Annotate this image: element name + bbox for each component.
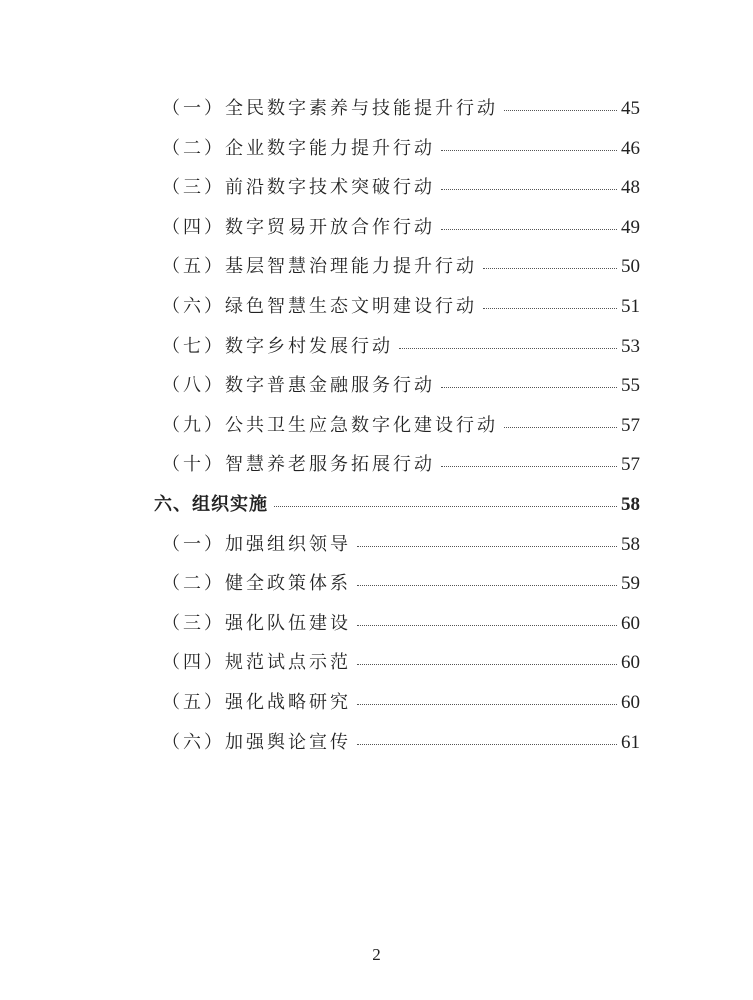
toc-entry-title: （二）企业数字能力提升行动 (162, 137, 435, 159)
toc-entry[interactable] (162, 688, 640, 728)
toc-entry-page: 58 (621, 533, 640, 555)
toc-entry[interactable] (162, 450, 640, 490)
dot-leader (441, 189, 617, 190)
dot-leader (504, 427, 617, 428)
dot-leader (274, 506, 617, 507)
toc-entry-title: （六）绿色智慧生态文明建设行动 (162, 295, 477, 317)
dot-leader (441, 150, 617, 151)
toc-entry-title: （二）健全政策体系 (162, 573, 351, 595)
toc-entry[interactable] (162, 411, 640, 451)
dot-leader (399, 348, 617, 349)
toc-entry-title: （一）全民数字素养与技能提升行动 (162, 98, 498, 119)
toc-entry[interactable] (162, 173, 640, 213)
toc-entry-page: 48 (621, 177, 640, 199)
toc-entry-page: 53 (621, 335, 640, 357)
toc-entry-title: （六）加强舆论宣传 (162, 731, 351, 753)
toc-entry-title: 六、组织实施 (154, 493, 268, 515)
toc-chapter-entry[interactable] (154, 490, 640, 530)
toc-entry[interactable] (162, 332, 640, 372)
toc-entry[interactable] (162, 609, 640, 649)
dot-leader (357, 744, 617, 745)
toc-entry[interactable] (162, 371, 640, 411)
toc-entry[interactable] (162, 648, 640, 688)
toc-entry[interactable] (162, 569, 640, 609)
toc-entry-page: 58 (621, 493, 640, 515)
toc-entry-title: （七）数字乡村发展行动 (162, 335, 393, 357)
dot-leader (357, 625, 617, 626)
toc-entry-title: （四）数字贸易开放合作行动 (162, 216, 435, 238)
table-of-contents (154, 94, 640, 767)
toc-entry-title: （一）加强组织领导 (162, 533, 351, 555)
toc-entry-page: 57 (621, 414, 640, 436)
toc-entry-title: （九）公共卫生应急数字化建设行动 (162, 414, 498, 436)
toc-entry-page: 55 (621, 375, 640, 397)
toc-entry-title: （八）数字普惠金融服务行动 (162, 375, 435, 397)
toc-entry[interactable] (162, 252, 640, 292)
toc-entry-page: 61 (621, 731, 640, 753)
toc-entry-page: 60 (621, 612, 640, 634)
toc-entry[interactable] (162, 728, 640, 768)
dot-leader (357, 704, 617, 705)
dot-leader (504, 110, 617, 111)
toc-entry-page: 45 (621, 98, 640, 119)
toc-entry[interactable] (162, 292, 640, 332)
toc-entry-page: 50 (621, 256, 640, 278)
toc-entry[interactable] (162, 94, 640, 134)
dot-leader (357, 585, 617, 586)
toc-entry-page: 46 (621, 137, 640, 159)
toc-entry[interactable] (162, 213, 640, 253)
toc-entry-title: （三）前沿数字技术突破行动 (162, 177, 435, 199)
toc-entry-title: （五）强化战略研究 (162, 691, 351, 713)
dot-leader (483, 308, 617, 309)
toc-entry-title: （五）基层智慧治理能力提升行动 (162, 256, 477, 278)
toc-entry-page: 57 (621, 454, 640, 476)
toc-entry-page: 51 (621, 295, 640, 317)
toc-entry-title: （三）强化队伍建设 (162, 612, 351, 634)
toc-entry[interactable] (162, 134, 640, 174)
dot-leader (441, 466, 617, 467)
page-number: 2 (372, 945, 381, 964)
toc-entry-title: （四）规范试点示范 (162, 652, 351, 674)
dot-leader (441, 387, 617, 388)
toc-entry-page: 60 (621, 652, 640, 674)
toc-entry-title: （十）智慧养老服务拓展行动 (162, 454, 435, 476)
dot-leader (441, 229, 617, 230)
dot-leader (357, 546, 617, 547)
toc-entry-page: 49 (621, 216, 640, 238)
toc-entry-page: 60 (621, 691, 640, 713)
toc-entry-page: 59 (621, 573, 640, 595)
toc-entry[interactable] (162, 530, 640, 570)
dot-leader (357, 664, 617, 665)
dot-leader (483, 268, 617, 269)
